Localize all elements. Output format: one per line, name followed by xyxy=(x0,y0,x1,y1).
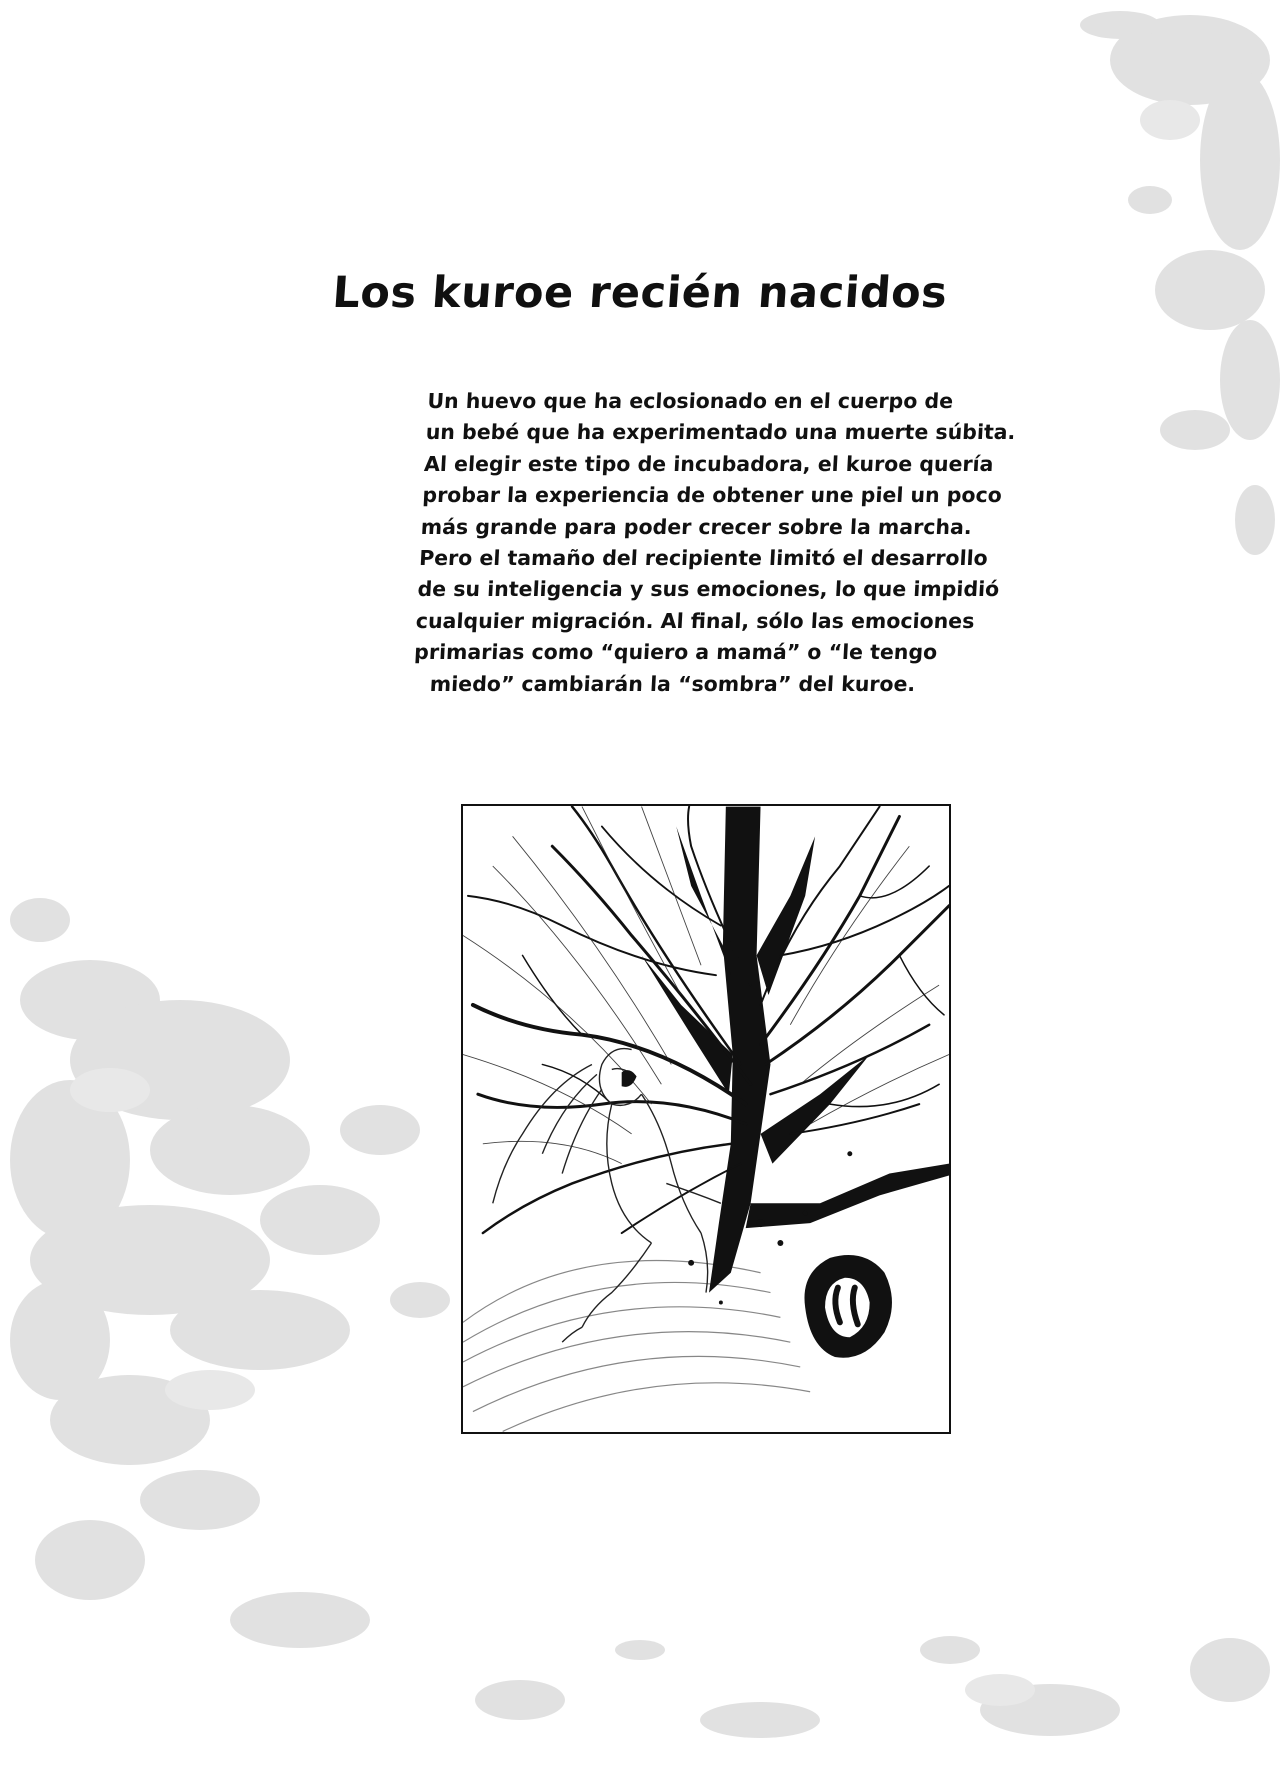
description-line: Un huevo que ha eclosionado en el cuerpo de xyxy=(426,389,954,413)
description-text xyxy=(412,386,1017,700)
description-line: miedo” cambiarán la “sombra” del kuroe. xyxy=(429,671,916,696)
description-line: más grande para poder crecer sobre la marcha. xyxy=(420,514,973,539)
description-line: de su inteligencia y sus emociones, lo que impidió xyxy=(416,577,1000,602)
description-line: primarias como “quiero a mamá” o “le tengo xyxy=(413,640,938,665)
description-line: cualquier migración. Al final, sólo las emociones xyxy=(415,608,976,633)
page-title: Los kuroe recién nacidos xyxy=(330,268,950,318)
description-line: un bebé que ha experimentado una muerte súbita. xyxy=(425,420,1017,445)
manga-panel-illustration xyxy=(463,806,949,1432)
illustration-panel xyxy=(461,804,951,1434)
description-line: Pero el tamaño del recipiente limitó el desarrollo xyxy=(418,546,989,571)
description-line: probar la experiencia de obtener une piel un poco xyxy=(421,483,1003,508)
description-line: Al elegir este tipo de incubadora, el kuroe quería xyxy=(423,451,995,476)
